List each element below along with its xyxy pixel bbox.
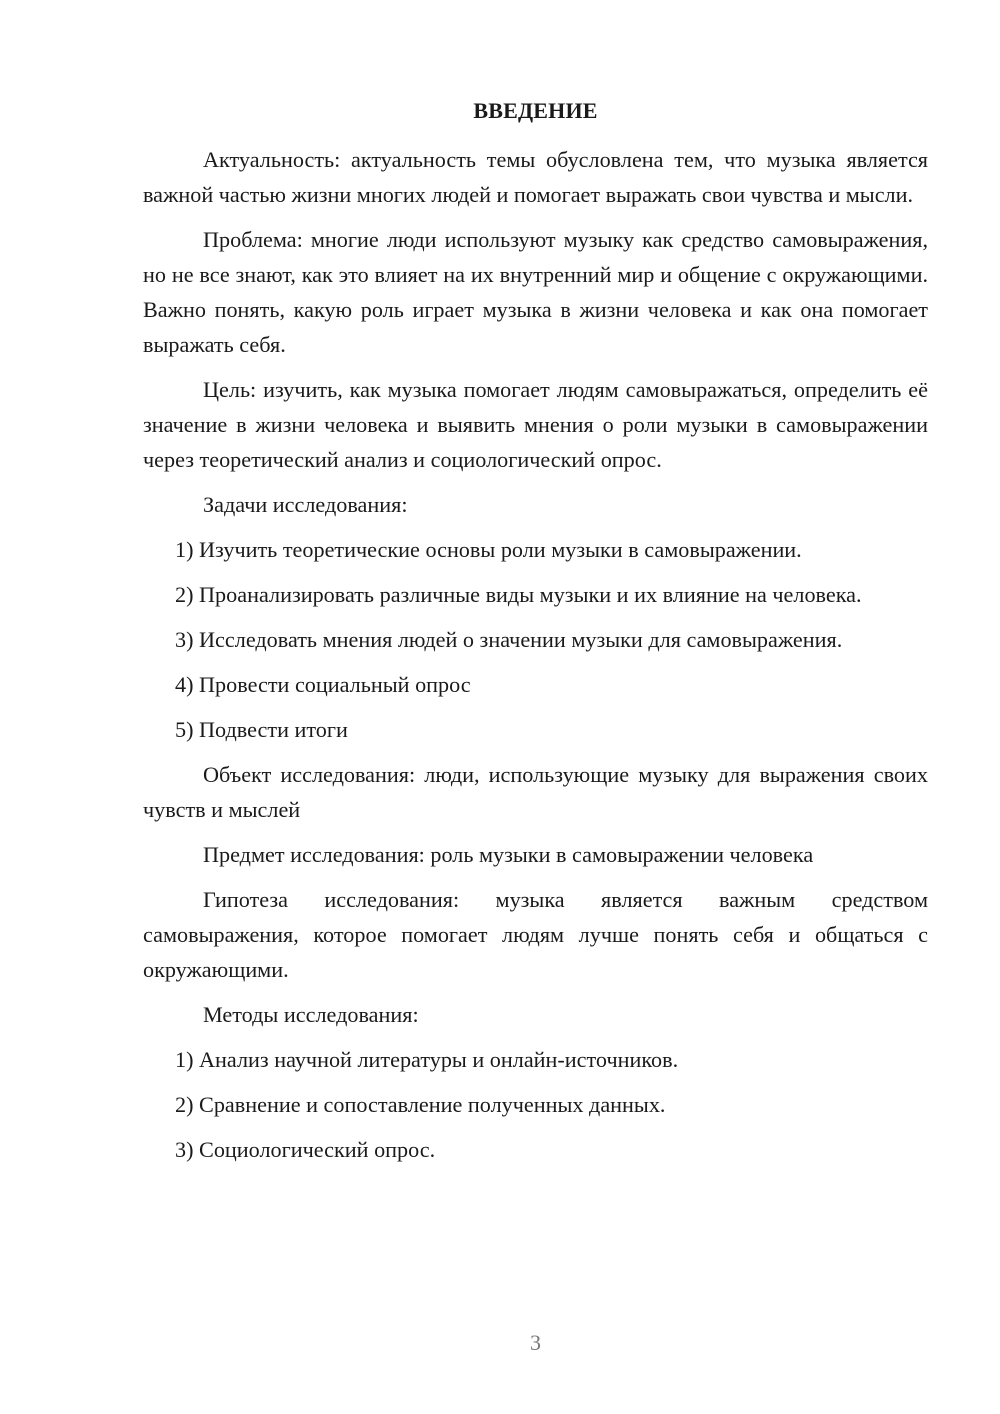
method-item-2: 2) Сравнение и сопоставление полученных данных. bbox=[175, 1092, 666, 1117]
paragraph-methods-heading: Методы исследования: bbox=[203, 1002, 419, 1027]
task-item-5: 5) Подвести итоги bbox=[175, 717, 348, 742]
task-item-1: 1) Изучить теоретические основы роли музыки в самовыражении. bbox=[175, 537, 802, 562]
task-item-2: 2) Проанализировать различные виды музыки и их влияние на человека. bbox=[175, 582, 862, 607]
paragraph-goal: Цель: изучить, как музыка помогает людям самовыражаться, определить её значение в жизни человека и выявить мнения о роли музыки в самовыражении через теоретический анализ и социологический опрос. bbox=[143, 377, 928, 472]
paragraph-subject: Предмет исследования: роль музыки в самовыражении человека bbox=[203, 842, 814, 867]
task-item-4: 4) Провести социальный опрос bbox=[175, 672, 471, 697]
task-item-3: 3) Исследовать мнения людей о значении музыки для самовыражения. bbox=[175, 627, 843, 652]
method-item-1: 1) Анализ научной литературы и онлайн-источников. bbox=[175, 1047, 679, 1072]
paragraph-hypothesis: Гипотеза исследования: музыка является важным средством самовыражения, которое помогает людям лучше понять себя и общаться с окружающими. bbox=[143, 887, 928, 982]
paragraph-relevance: Актуальность: актуальность темы обусловлена тем, что музыка является важной частью жизни многих людей и помогает выражать свои чувства и мысли. bbox=[143, 147, 928, 207]
section-title: ВВЕДЕНИЕ bbox=[473, 98, 598, 123]
paragraph-tasks-heading: Задачи исследования: bbox=[203, 492, 408, 517]
document-page bbox=[143, 0, 928, 1414]
page-number: 3 bbox=[530, 1330, 541, 1355]
paragraph-object: Объект исследования: люди, использующие музыку для выражения своих чувств и мыслей bbox=[143, 762, 928, 822]
document-body bbox=[143, 142, 928, 1177]
paragraph-problem: Проблема: многие люди используют музыку как средство самовыражения, но не все знают, как это влияет на их внутренний мир и общение с окружающими. Важно понять, какую роль играет музыка в жизни человека и как она помогает выражать себя. bbox=[143, 227, 928, 357]
method-item-3: 3) Социологический опрос. bbox=[175, 1137, 436, 1162]
